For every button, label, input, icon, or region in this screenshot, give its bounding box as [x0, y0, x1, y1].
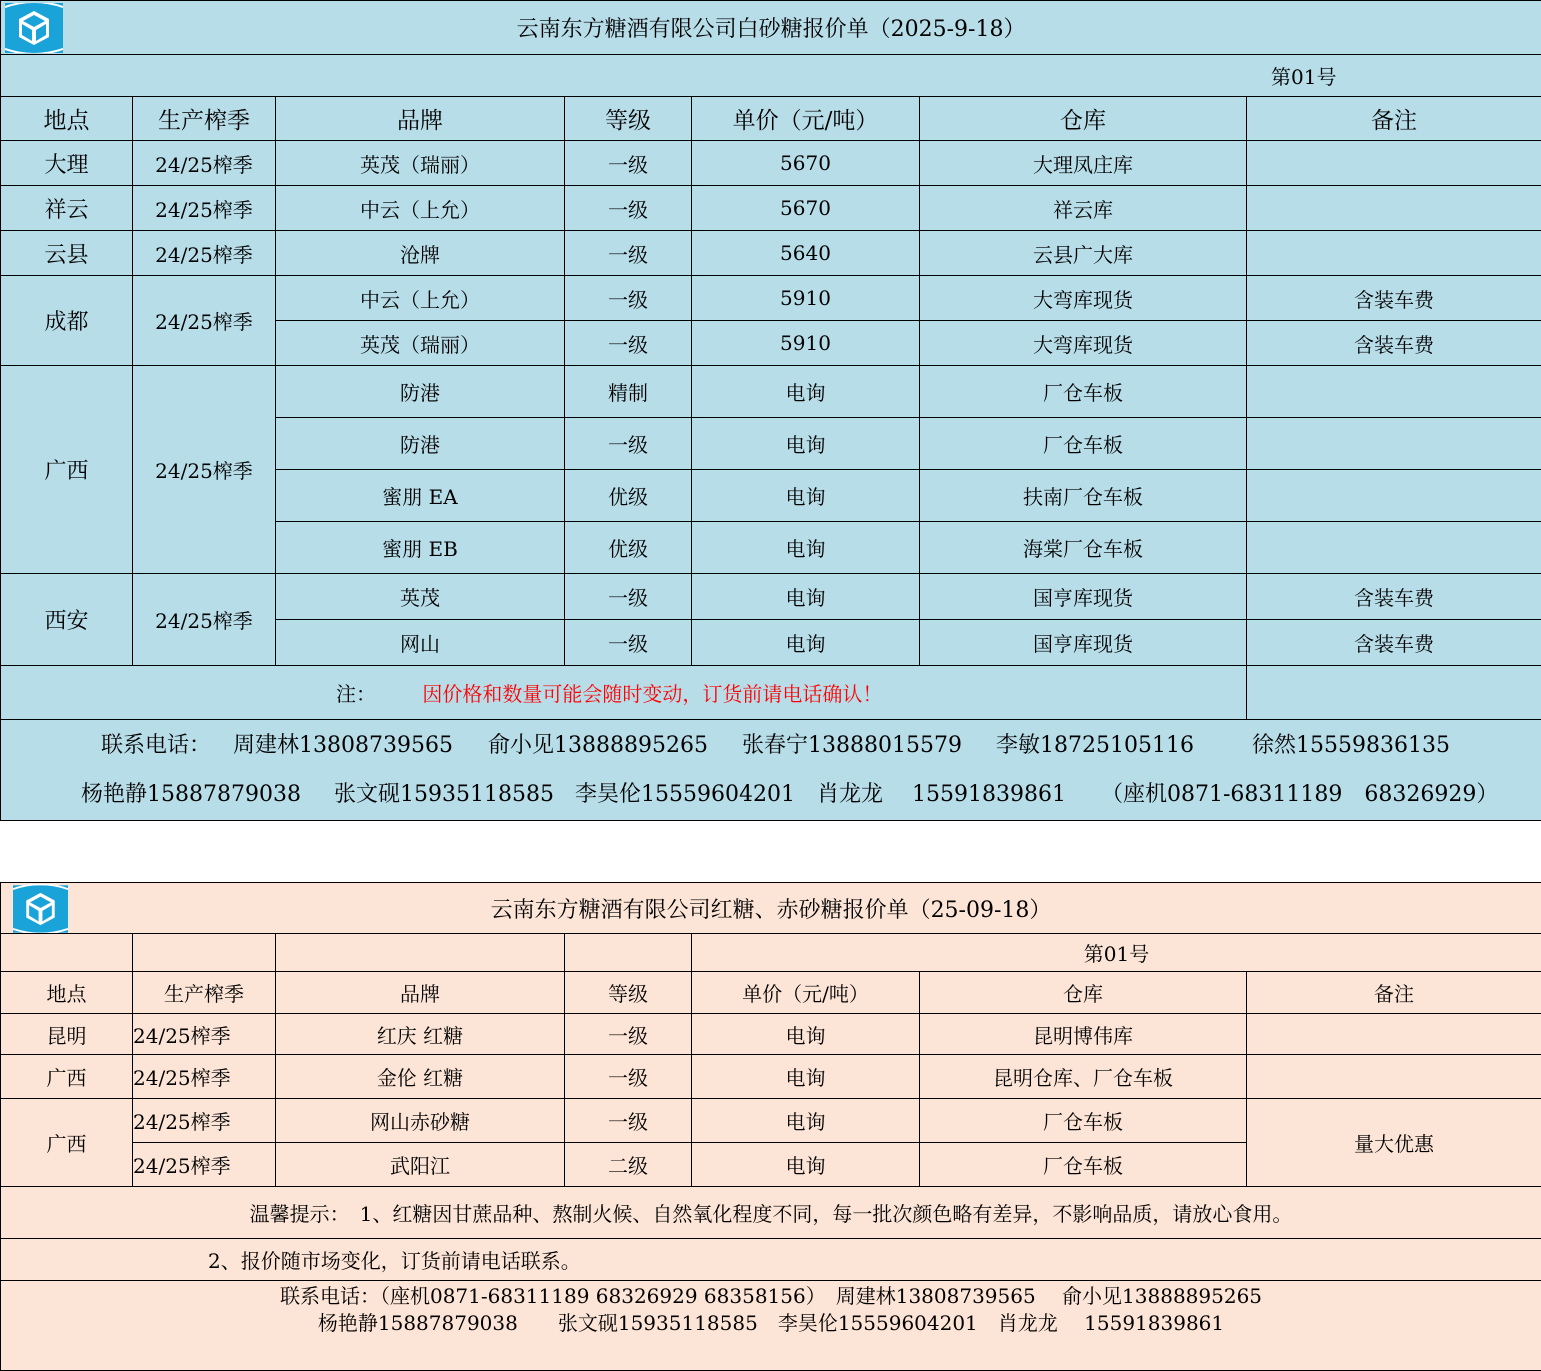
cell-note: 量大优惠 [1247, 1099, 1541, 1187]
cell-season: 24/25榨季 [133, 186, 276, 231]
cell-season: 24/25榨季 [133, 1143, 276, 1187]
table-row [1, 1099, 1541, 1143]
header-location: 地点 [1, 97, 133, 141]
cell-season: 24/25榨季 [133, 1099, 276, 1143]
cell-grade: 一级 [565, 574, 692, 620]
table-row [1, 186, 1541, 231]
note-warning-text: 因价格和数量可能会随时变动，订货前请电话确认！ [422, 682, 882, 706]
cell-grade: 一级 [565, 276, 692, 321]
white-contacts [1, 720, 1541, 821]
cell-note [1247, 1014, 1541, 1055]
cell-brand: 蜜朋 EA [276, 470, 565, 522]
cell-price: 5670 [692, 141, 920, 186]
tip-line-2: 2、报价随市场变化，订货前请电话联系。 [1, 1239, 1541, 1281]
cell-note [1247, 186, 1541, 231]
contact-entry: 李敏18725105116 [996, 720, 1194, 772]
contact-landline: （座机0871-68311189 68326929） [1101, 770, 1498, 820]
cell-price: 电询 [692, 522, 920, 574]
cell-grade: 一级 [565, 418, 692, 470]
cell-brand: 武阳江 [276, 1143, 565, 1187]
brown-title: 云南东方糖酒有限公司红糖、赤砂糖报价单（25-09-18） [491, 898, 1052, 923]
table-row [1, 231, 1541, 276]
cell-price: 电询 [692, 574, 920, 620]
cell-location: 广西 [1, 1099, 133, 1187]
cell-season: 24/25榨季 [133, 574, 276, 666]
cell-price: 电询 [692, 470, 920, 522]
cell-brand: 蜜朋 EB [276, 522, 565, 574]
contact-entry: 周建林13808739565 [233, 720, 453, 772]
cell-warehouse: 海棠厂仓车板 [920, 522, 1247, 574]
header-season: 生产榨季 [133, 972, 276, 1014]
contact-line-2: 杨艳静15887879038 张文砚15935118585 李昊伦15559604201 肖龙龙 15591839861 [1, 1309, 1541, 1337]
cell-warehouse: 大弯库现货 [920, 276, 1247, 321]
table-row [1, 366, 1541, 418]
cell-price: 电询 [692, 418, 920, 470]
contact-entry: 徐然15559836135 [1252, 720, 1450, 772]
header-grade: 等级 [565, 97, 692, 141]
contact-line-2 [1, 770, 1541, 820]
brown-title-cell [1, 883, 1541, 934]
header-grade: 等级 [565, 972, 692, 1014]
cell-brand: 金伦 红糖 [276, 1055, 565, 1099]
cell-price: 电询 [692, 366, 920, 418]
brown-sugar-quote-table [0, 882, 1541, 1371]
brown-number: 第01号 [692, 934, 1541, 972]
header-price: 单价（元/吨） [692, 97, 920, 141]
cell-brand: 网山 [276, 620, 565, 666]
cell-grade: 优级 [565, 470, 692, 522]
cell-location: 西安 [1, 574, 133, 666]
contact-entry: 肖龙龙 15591839861 [817, 770, 1066, 820]
note-label: 注： [336, 682, 376, 706]
white-title-cell [1, 1, 1541, 55]
cell-grade: 一级 [565, 231, 692, 276]
contact-entry: 俞小见13888895265 [488, 720, 708, 772]
contact-entry: 杨艳静15887879038 [81, 770, 301, 820]
cell-brand: 防港 [276, 366, 565, 418]
cell-empty [276, 934, 565, 972]
header-note: 备注 [1247, 972, 1541, 1014]
cell-note [1247, 366, 1541, 418]
cell-grade: 二级 [565, 1143, 692, 1187]
contact-entry: 张文砚15935118585 [334, 770, 554, 820]
cell-price: 电询 [692, 1014, 920, 1055]
cell-note: 含装车费 [1247, 620, 1541, 666]
table-row [1, 1055, 1541, 1099]
header-brand: 品牌 [276, 97, 565, 141]
cell-grade: 优级 [565, 522, 692, 574]
cell-location: 云县 [1, 231, 133, 276]
cell-location: 大理 [1, 141, 133, 186]
cell-warehouse: 厂仓车板 [920, 418, 1247, 470]
company-logo-icon [13, 884, 68, 934]
cell-location: 广西 [1, 1055, 133, 1099]
cell-season: 24/25榨季 [133, 1014, 276, 1055]
cell-warehouse: 祥云库 [920, 186, 1247, 231]
cell-warehouse: 国亨库现货 [920, 620, 1247, 666]
cell-warehouse: 厂仓车板 [920, 1099, 1247, 1143]
cell-price: 电询 [692, 620, 920, 666]
white-note-cell [1, 666, 1247, 720]
header-warehouse: 仓库 [920, 972, 1247, 1014]
white-title: 云南东方糖酒有限公司白砂糖报价单（2025-9-18） [517, 17, 1026, 42]
header-season: 生产榨季 [133, 97, 276, 141]
cell-warehouse: 厂仓车板 [920, 1143, 1247, 1187]
cell-grade: 一级 [565, 620, 692, 666]
table-row [1, 574, 1541, 620]
cell-grade: 一级 [565, 1099, 692, 1143]
cell-note: 含装车费 [1247, 574, 1541, 620]
cell-brand: 网山赤砂糖 [276, 1099, 565, 1143]
cell-note [1247, 470, 1541, 522]
cell-warehouse: 扶南厂仓车板 [920, 470, 1247, 522]
cell-note [1247, 418, 1541, 470]
contact-line-1: 联系电话：（座机0871-68311189 68326929 68358156） 周建林13808739565 俞小见13888895265 [1, 1281, 1541, 1309]
cell-note [1247, 1055, 1541, 1099]
header-location: 地点 [1, 972, 133, 1014]
cell-price: 5640 [692, 231, 920, 276]
cell-warehouse: 昆明仓库、厂仓车板 [920, 1055, 1247, 1099]
cell-warehouse: 云县广大库 [920, 231, 1247, 276]
cell-note [1247, 231, 1541, 276]
contact-entry: 张春宁13888015579 [742, 720, 962, 772]
white-number: 第01号 [1, 55, 1541, 97]
cell-price: 电询 [692, 1143, 920, 1187]
header-brand: 品牌 [276, 972, 565, 1014]
cell-empty [133, 934, 276, 972]
cell-note-empty [1247, 666, 1541, 720]
cell-season: 24/25榨季 [133, 1055, 276, 1099]
tip-line-1: 温馨提示： 1、红糖因甘蔗品种、熬制火候、自然氧化程度不同，每一批次颜色略有差异，不影响品质，请放心食用。 [1, 1187, 1541, 1239]
cell-season: 24/25榨季 [133, 231, 276, 276]
cell-grade: 一级 [565, 141, 692, 186]
cell-season: 24/25榨季 [133, 366, 276, 574]
cell-season: 24/25榨季 [133, 276, 276, 366]
contact-entry: 李昊伦15559604201 [575, 770, 795, 820]
brown-contacts [1, 1281, 1541, 1371]
cell-grade: 一级 [565, 1014, 692, 1055]
cell-grade: 一级 [565, 186, 692, 231]
cell-warehouse: 昆明博伟库 [920, 1014, 1247, 1055]
contact-label: 联系电话： [101, 720, 211, 772]
cell-warehouse: 大弯库现货 [920, 321, 1247, 366]
company-logo-icon [5, 3, 63, 53]
cell-season: 24/25榨季 [133, 141, 276, 186]
cell-warehouse: 厂仓车板 [920, 366, 1247, 418]
cell-location: 广西 [1, 366, 133, 574]
cell-brand: 英茂 [276, 574, 565, 620]
cell-price: 电询 [692, 1099, 920, 1143]
cell-brand: 中云（上允） [276, 276, 565, 321]
cell-brand: 英茂（瑞丽） [276, 321, 565, 366]
cell-note: 含装车费 [1247, 276, 1541, 321]
cell-warehouse: 国亨库现货 [920, 574, 1247, 620]
header-warehouse: 仓库 [920, 97, 1247, 141]
header-note: 备注 [1247, 97, 1541, 141]
cell-price: 电询 [692, 1055, 920, 1099]
cell-grade: 一级 [565, 1055, 692, 1099]
cell-price: 5910 [692, 321, 920, 366]
cell-price: 5910 [692, 276, 920, 321]
cell-location: 昆明 [1, 1014, 133, 1055]
cell-empty [1, 934, 133, 972]
cell-location: 成都 [1, 276, 133, 366]
cell-grade: 精制 [565, 366, 692, 418]
cell-location: 祥云 [1, 186, 133, 231]
table-row [1, 276, 1541, 321]
cell-note [1247, 522, 1541, 574]
table-row [1, 1014, 1541, 1055]
cell-empty [565, 934, 692, 972]
cell-brand: 红庆 红糖 [276, 1014, 565, 1055]
header-price: 单价（元/吨） [692, 972, 920, 1014]
cell-note [1247, 141, 1541, 186]
cell-brand: 中云（上允） [276, 186, 565, 231]
cell-brand: 防港 [276, 418, 565, 470]
cell-price: 5670 [692, 186, 920, 231]
cell-brand: 英茂（瑞丽） [276, 141, 565, 186]
table-row [1, 141, 1541, 186]
contact-line-1 [1, 720, 1541, 770]
cell-note: 含装车费 [1247, 321, 1541, 366]
cell-grade: 一级 [565, 321, 692, 366]
cell-warehouse: 大理凤庄库 [920, 141, 1247, 186]
cell-brand: 沧牌 [276, 231, 565, 276]
